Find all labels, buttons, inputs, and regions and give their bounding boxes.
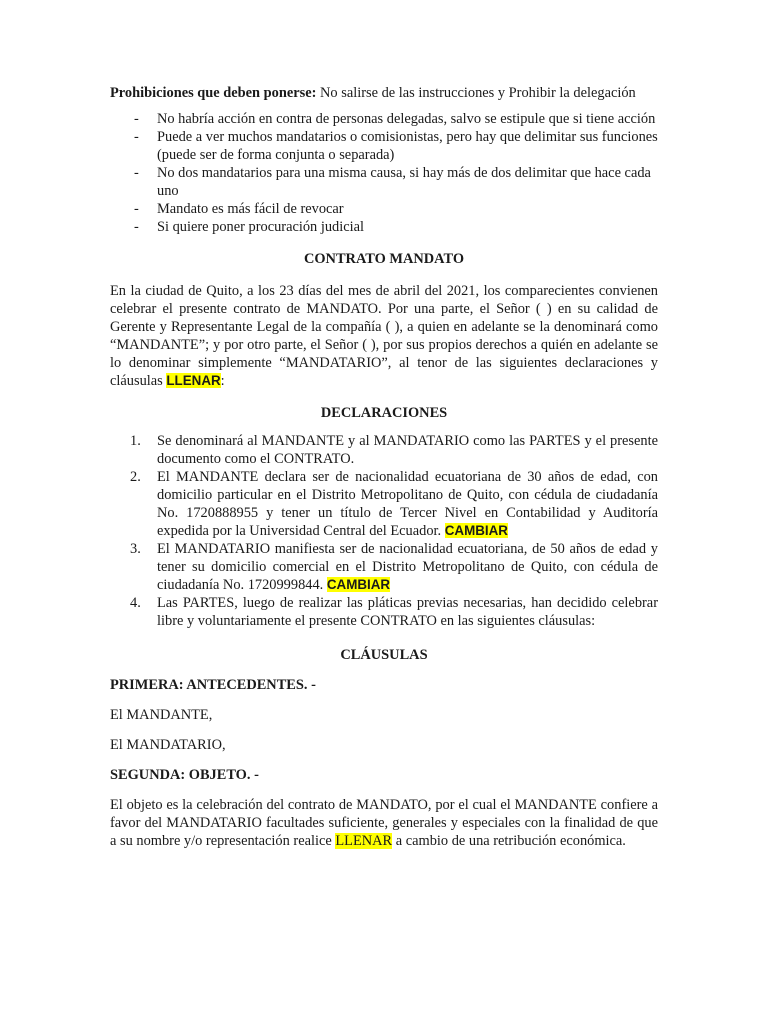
prohibiciones-heading: Prohibiciones que deben ponerse: [110, 85, 317, 101]
objeto-end: a cambio de una retribución económica. [395, 833, 626, 849]
contrato-intro [110, 282, 658, 390]
llenar-highlight: LLENAR [166, 373, 221, 388]
segunda-heading: SEGUNDA: OBJETO. - [110, 767, 259, 783]
item-number: 4. [130, 595, 141, 611]
list-item: - Si quiere poner procuración judicial [110, 218, 658, 236]
cambiar-highlight: CAMBIAR [444, 523, 508, 538]
declaraciones-title: DECLARACIONES [320, 405, 448, 421]
list-item: - No dos mandatarios para una misma causa, si hay más de dos delimitar que hace cada uno [110, 164, 658, 200]
item-text: El MANDANTE declara ser de nacionalidad ecuatoriana de 30 años de edad, con domicilio particular en el Distrito Metropolitano de Quito, con cédula de ciudadanía No. 1720888955 y tener un título de Tercer Nivel en Contabilidad y Auditoría expedida por la Universidad Central del Ecuador. [157, 469, 658, 539]
item-text: Se denominará al MANDANTE y al MANDATARIO como las PARTES y el presente documento como el CONTRATO. [157, 433, 658, 467]
list-item [110, 540, 658, 594]
prohibiciones-paragraph [110, 84, 658, 102]
item-number: 3. [130, 541, 141, 557]
prohibiciones-text: No salirse de las instrucciones y Prohibir la delegación [320, 85, 636, 101]
prohibiciones-list [110, 110, 658, 236]
item-text: El MANDATARIO manifiesta ser de nacionalidad ecuatoriana, de 50 años de edad y tener su domicilio comercial en el Distrito Metropolitano de Quito, con cédula de ciudadanía No. 1720999844. [157, 541, 658, 593]
primera-heading: PRIMERA: ANTECEDENTES. - [110, 677, 316, 693]
contrato-intro-text: En la ciudad de Quito, a los 23 días del mes de abril del 2021, los comparecientes convienen celebrar el presente contrato de MANDATO. Por una parte, el Señor ( ) en su calidad de Gerente y Representante Legal de la compañía ( ), a quien en adelante se la denominará como “MANDANTE”; y por otro parte, el Señor ( ), por sus propios derechos a quién en adelante se lo denominar simplemente “MANDATARIO”, al tenor de las siguientes declaraciones y cláusulas [110, 283, 658, 389]
list-item [110, 594, 658, 630]
document-page [110, 84, 658, 850]
contrato-title: CONTRATO MANDATO [303, 251, 465, 267]
objeto-paragraph [110, 796, 658, 850]
objeto-text: El objeto es la celebración del contrato de MANDATO, por el cual el MANDANTE confiere a favor del MANDATARIO facultades suficiente, generales y especiales con la finalidad de que a su nombre y/o representación realice [110, 797, 658, 849]
clausulas-title: CLÁUSULAS [340, 647, 428, 663]
cambiar-highlight: CAMBIAR [326, 577, 391, 592]
item-number: 1. [130, 433, 141, 449]
list-item: - No habría acción en contra de personas delegadas, salvo se estipule que si tiene acción [110, 110, 658, 128]
item-number: 2. [130, 469, 141, 485]
mandante-line: El MANDANTE, [110, 707, 213, 723]
list-item [110, 432, 658, 468]
llenar-highlight: LLENAR [335, 833, 393, 849]
list-item [110, 468, 658, 540]
contrato-intro-end: : [220, 373, 225, 389]
list-item: - Mandato es más fácil de revocar [110, 200, 658, 218]
item-text: Las PARTES, luego de realizar las pláticas previas necesarias, han decidido celebrar libre y voluntariamente el presente CONTRATO en las siguientes cláusulas: [157, 595, 658, 629]
declaraciones-list [110, 432, 658, 630]
list-item: - Puede a ver muchos mandatarios o comisionistas, pero hay que delimitar sus funciones (puede ser de forma conjunta o separada) [110, 128, 658, 164]
mandatario-line: El MANDATARIO, [110, 737, 226, 753]
